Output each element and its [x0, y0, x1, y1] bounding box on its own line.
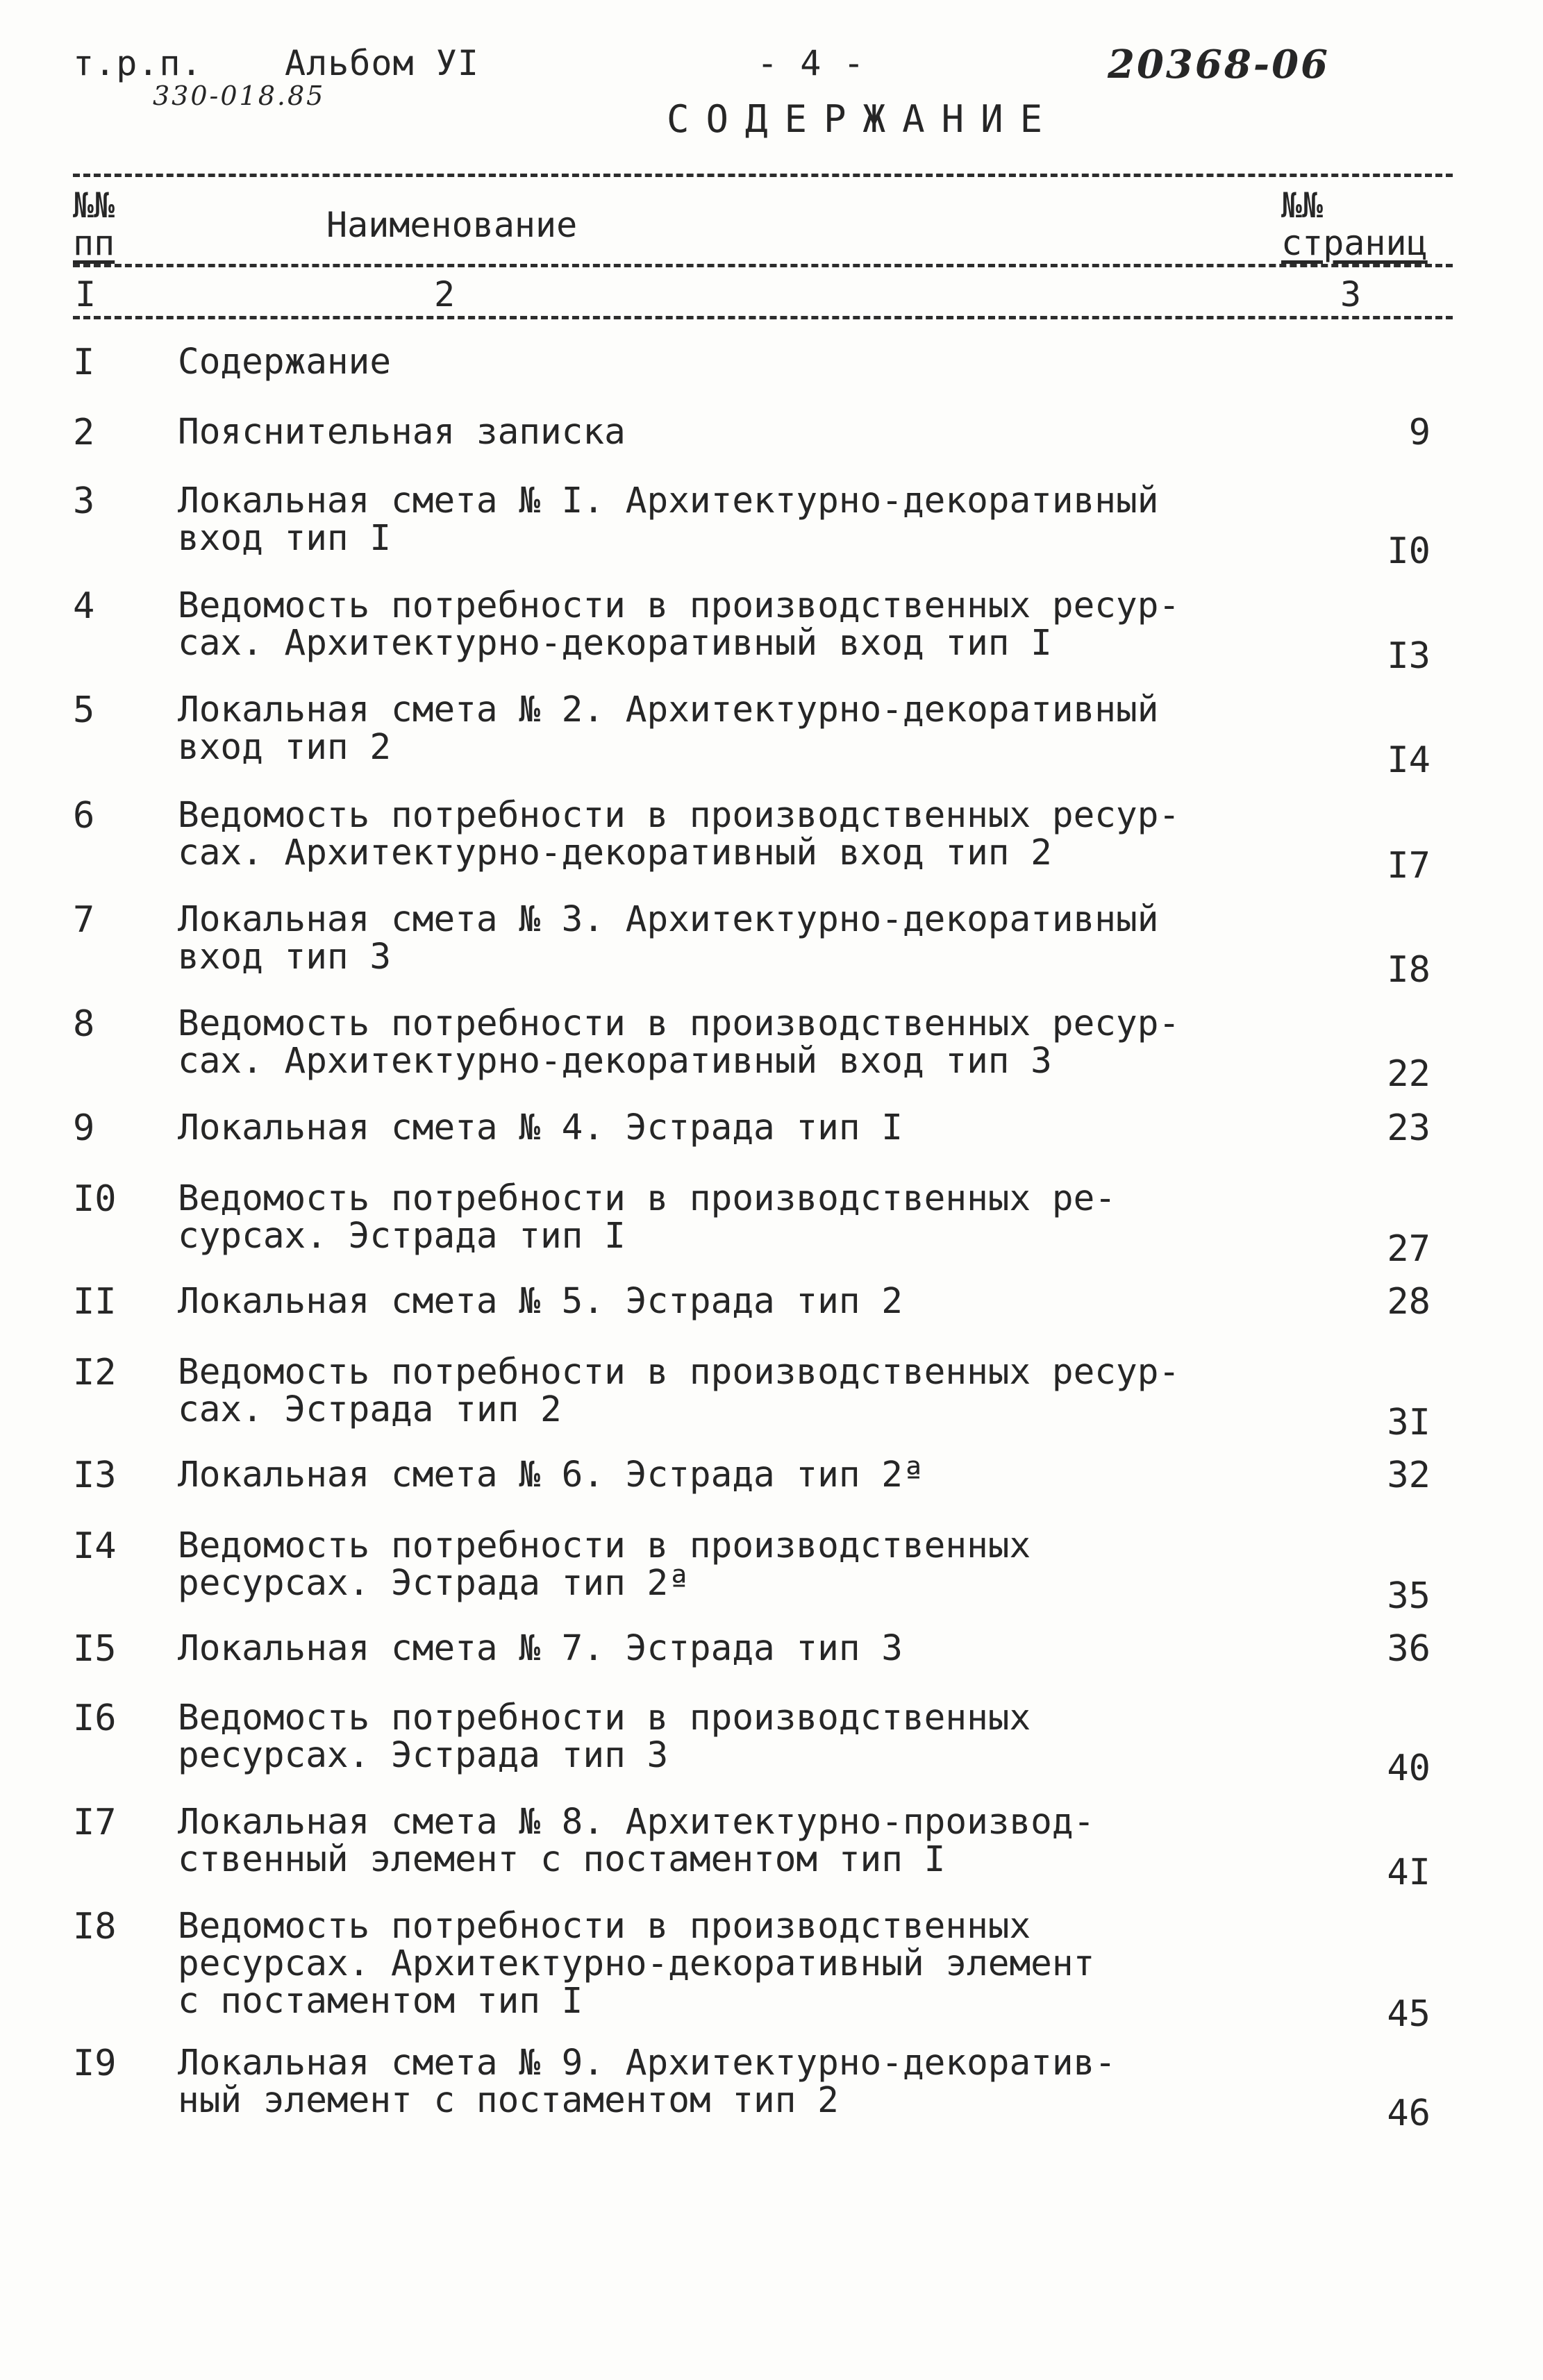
row-number: 6	[73, 795, 95, 837]
row-title-line: Ведомость потребности в производственных	[178, 1906, 1031, 1947]
row-title-line: вход тип 3	[178, 937, 392, 978]
row-title-line: Ведомость потребности в производственных ресур-	[178, 585, 1181, 626]
page-number: - 4 -	[757, 43, 865, 83]
col-name-header: Наименование	[326, 205, 578, 245]
row-page-number: 32	[1387, 1455, 1431, 1496]
row-title-line: Локальная смета № 2. Архитектурно-декоративный	[178, 689, 1159, 730]
row-title-line: Локальная смета № I. Архитектурно-декоративный	[178, 480, 1159, 521]
album-label: Альбом УI	[285, 43, 479, 83]
row-title-line: Локальная смета № 3. Архитектурно-декоративный	[178, 899, 1159, 940]
row-page-number: I3	[1387, 635, 1431, 677]
row-page-number: 9	[1408, 412, 1431, 453]
row-title-line: ресурсах. Эстрада тип 2ª	[178, 1563, 690, 1604]
row-number: I8	[73, 1906, 117, 1947]
row-title-line: сах. Архитектурно-декоративный вход тип 2	[178, 832, 1052, 873]
row-number: I4	[73, 1525, 117, 1567]
row-title-line: вход тип I	[178, 518, 392, 559]
row-number: I	[73, 342, 95, 383]
table-top-rule	[73, 174, 1453, 177]
row-page-number: I0	[1387, 530, 1431, 572]
row-number: I5	[73, 1628, 117, 1670]
row-title-line: Локальная смета № 4. Эстрада тип I	[178, 1107, 903, 1148]
row-page-number: 4I	[1387, 1852, 1431, 1893]
row-title-line: ресурсах. Архитектурно-декоративный элемент	[178, 1943, 1095, 1984]
document-code-handwritten: 20368-06	[1108, 42, 1330, 87]
row-title-line: Ведомость потребности в производственных	[178, 1698, 1031, 1738]
row-title-line: Ведомость потребности в производственных	[178, 1525, 1031, 1566]
row-number: II	[73, 1281, 117, 1323]
row-title-line: Локальная смета № 8. Архитектурно-производ-	[178, 1802, 1095, 1843]
row-number: 3	[73, 480, 95, 522]
row-title-line: Локальная смета № 9. Архитектурно-декоратив-	[178, 2043, 1117, 2084]
row-title-line: Пояснительная записка	[178, 412, 626, 453]
row-title-line: сурсах. Эстрада тип I	[178, 1216, 626, 1257]
series-label: т.р.п.	[73, 43, 203, 83]
row-title-line: Локальная смета № 6. Эстрада тип 2ª	[178, 1455, 924, 1495]
row-title-line: сах. Архитектурно-декоративный вход тип 3	[178, 1041, 1052, 1082]
row-title-line: сах. Эстрада тип 2	[178, 1389, 562, 1430]
col-index-3: 3	[1340, 274, 1362, 315]
row-page-number: 28	[1387, 1281, 1431, 1323]
sub-code-handwritten: 330-018.85	[153, 81, 326, 111]
row-title-line: ресурсах. Эстрада тип 3	[178, 1735, 669, 1776]
row-number: I3	[73, 1455, 117, 1496]
row-title-line: сах. Архитектурно-декоративный вход тип I	[178, 623, 1052, 664]
column-index-rule	[73, 316, 1453, 319]
row-title-line: Ведомость потребности в производственных ресур-	[178, 1003, 1181, 1044]
row-page-number: 45	[1387, 1993, 1431, 2035]
col-index-2: 2	[434, 274, 456, 315]
row-title-line: Ведомость потребности в производственных ресур-	[178, 1352, 1181, 1393]
col-pages-header-line1: №№	[1281, 185, 1324, 226]
row-page-number: I7	[1387, 845, 1431, 887]
row-title-line: Ведомость потребности в производственных ре-	[178, 1178, 1117, 1219]
row-page-number: 36	[1387, 1628, 1431, 1670]
col-num-header-line1: №№	[73, 185, 115, 226]
col-pages-header-line2: страниц	[1281, 223, 1428, 263]
row-number: 4	[73, 585, 95, 627]
row-page-number: 23	[1387, 1107, 1431, 1149]
row-page-number: 3I	[1387, 1402, 1431, 1443]
row-page-number: 22	[1387, 1053, 1431, 1095]
row-title-line: с постаментом тип I	[178, 1981, 583, 2022]
row-title-line: ный элемент с постаментом тип 2	[178, 2080, 839, 2121]
col-index-1: I	[75, 274, 97, 315]
row-page-number: 40	[1387, 1748, 1431, 1789]
row-page-number: 35	[1387, 1575, 1431, 1617]
header-divider-rule	[73, 264, 1453, 267]
row-number: 2	[73, 412, 95, 453]
row-number: I2	[73, 1352, 117, 1393]
row-title-line: Локальная смета № 7. Эстрада тип 3	[178, 1628, 903, 1669]
row-title-line: ственный элемент с постаментом тип I	[178, 1839, 946, 1880]
row-number: I6	[73, 1698, 117, 1739]
row-number: 8	[73, 1003, 95, 1045]
row-number: 5	[73, 689, 95, 731]
row-page-number: I8	[1387, 949, 1431, 991]
row-number: I7	[73, 1802, 117, 1843]
row-number: I9	[73, 2043, 117, 2084]
row-number: 7	[73, 899, 95, 941]
row-number: I0	[73, 1178, 117, 1220]
row-page-number: I4	[1387, 739, 1431, 781]
row-number: 9	[73, 1107, 95, 1149]
row-title-line: вход тип 2	[178, 727, 392, 768]
row-page-number: 46	[1387, 2093, 1431, 2134]
row-title-line: Ведомость потребности в производственных ресур-	[178, 795, 1181, 836]
col-num-header-line2: пп	[73, 223, 115, 263]
page-title: СОДЕРЖАНИЕ	[667, 97, 1060, 141]
row-title-line: Локальная смета № 5. Эстрада тип 2	[178, 1281, 903, 1322]
row-page-number: 27	[1387, 1228, 1431, 1270]
row-title-line: Содержание	[178, 342, 392, 383]
